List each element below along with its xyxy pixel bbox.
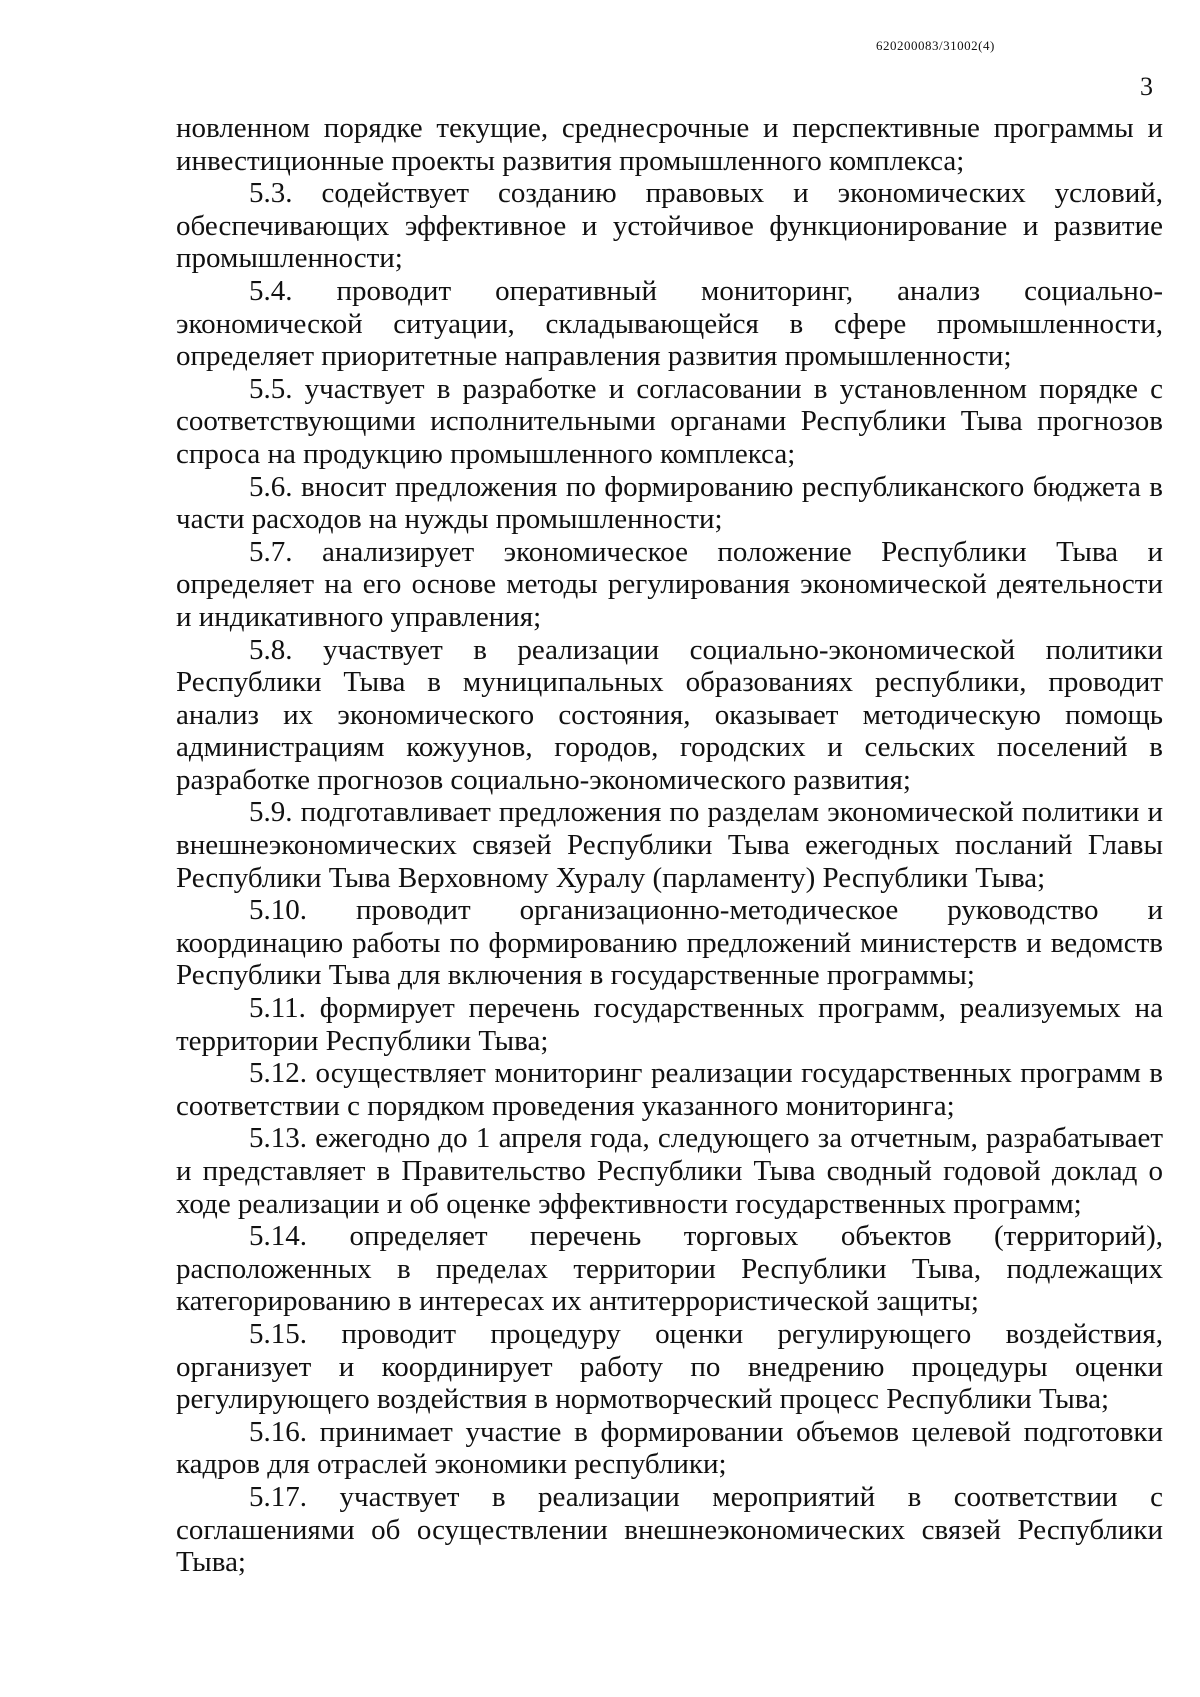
paragraph-5-14: 5.14. определяет перечень торговых объектов (территорий), расположенных в пределах территории Республики Тыва, подлежащих категорированию в интересах их антитеррористической защиты; [176,1220,1163,1318]
paragraph-5-17: 5.17. участвует в реализации мероприятий в соответствии с соглашениями об осуществлении внешнеэкономических связей Республики Тыва; [176,1480,1163,1579]
paragraph-5-4: 5.4. проводит оперативный мониторинг, анализ социально-экономической ситуации, складывающейся в сфере промышленности, определяет приоритетные направления развития промышленности; [176,274,1163,373]
paragraph-5-8: 5.8. участвует в реализации социально-экономической политики Республики Тыва в муниципальных образованиях республики, проводит анализ их экономического состояния, оказывает методическую помощь администрациям кожуунов, городов, городских и сельских поселений в разработке прогнозов социально-экономического развития; [176,633,1163,796]
paragraph-continuation: новленном порядке текущие, среднесрочные и перспективные программы и инвестиционные проекты развития промышленного комплекса; [176,112,1163,177]
paragraph-5-16: 5.16. принимает участие в формировании объемов целевой подготовки кадров для отраслей экономики республики; [176,1415,1163,1481]
paragraph-5-3: 5.3. содействует созданию правовых и экономических условий, обеспечивающих эффективное и устойчивое функционирование и развитие промышленности; [176,177,1163,275]
paragraph-5-10: 5.10. проводит организационно-методическое руководство и координацию работы по формированию предложений министерств и ведомств Республики Тыва для включения в государственные программы; [176,894,1163,992]
paragraph-5-7: 5.7. анализирует экономическое положение Республики Тыва и определяет на его основе методы регулирования экономической деятельности и индикативного управления; [176,535,1163,633]
document-code: 620200083/31002(4) [876,38,995,53]
paragraph-5-12: 5.12. осуществляет мониторинг реализации государственных программ в соответствии с порядком проведения указанного мониторинга; [176,1057,1163,1122]
paragraph-5-15: 5.15. проводит процедуру оценки регулирующего воздействия, организует и координирует работу по внедрению процедуры оценки регулирующего воздействия в нормотворческий процесс Республики Тыва; [176,1317,1163,1416]
paragraph-5-9: 5.9. подготавливает предложения по разделам экономической политики и внешнеэкономических связей Республики Тыва ежегодных посланий Главы Республики Тыва Верховному Хуралу (парламенту) Республики Тыва; [176,796,1163,894]
paragraph-5-11: 5.11. формирует перечень государственных программ, реализуемых на территории Республики Тыва; [176,992,1163,1057]
document-body [176,112,1163,1579]
paragraph-5-5: 5.5. участвует в разработке и согласовании в установленном порядке с соответствующими исполнительными органами Республики Тыва прогнозов спроса на продукцию промышленного комплекса; [176,372,1163,470]
paragraph-5-6: 5.6. вносит предложения по формированию республиканского бюджета в части расходов на нужды промышленности; [176,470,1163,536]
paragraph-5-13: 5.13. ежегодно до 1 апреля года, следующего за отчетным, разрабатывает и представляет в Правительство Республики Тыва сводный годовой доклад о ходе реализации и об оценке эффективности государственных программ; [176,1122,1163,1220]
page-number: 3 [1140,72,1153,101]
